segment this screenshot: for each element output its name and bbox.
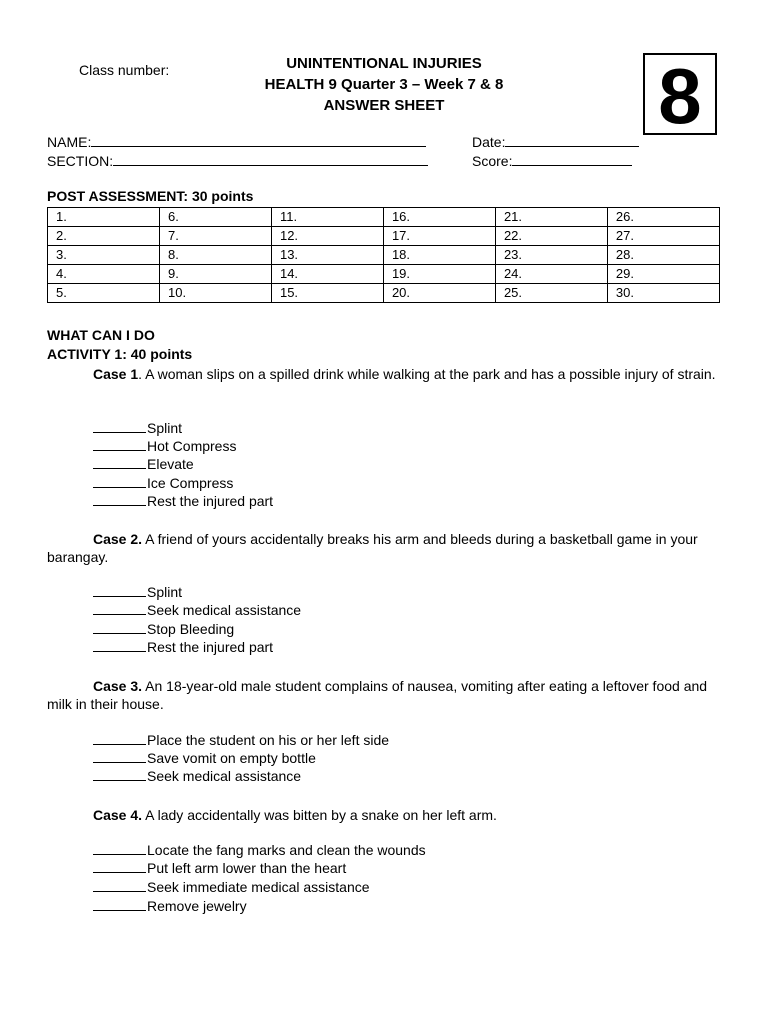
option-label: Seek immediate medical assistance: [147, 879, 370, 895]
answer-blank[interactable]: [93, 733, 146, 745]
option-label: Rest the injured part: [147, 639, 274, 655]
answer-cell[interactable]: 8.: [159, 246, 271, 265]
case-2-option[interactable]: [93, 584, 182, 600]
week-number-box: 8: [643, 53, 717, 135]
case-2-text: A friend of yours accidentally breaks his arm and bleeds during a basketball game in your barangay.: [47, 531, 698, 565]
answer-cell[interactable]: 7.: [159, 227, 271, 246]
post-assessment-heading: POST ASSESSMENT: 30 points: [47, 188, 254, 204]
option-label: Hot Compress: [147, 438, 237, 454]
section-field[interactable]: [47, 153, 428, 169]
date-label: Date:: [472, 134, 506, 150]
case-4-option[interactable]: [93, 860, 346, 876]
date-field[interactable]: [472, 134, 639, 150]
case-1-description: [47, 365, 727, 383]
answer-blank[interactable]: [93, 622, 146, 634]
option-label: Splint: [147, 420, 183, 436]
answer-blank[interactable]: [93, 457, 146, 469]
answer-cell[interactable]: 28.: [607, 246, 719, 265]
answer-blank[interactable]: [93, 494, 146, 506]
option-label: Locate the fang marks and clean the wounds: [147, 842, 426, 858]
activity-heading: ACTIVITY 1: 40 points: [47, 346, 193, 362]
class-number-label: Class number:: [79, 62, 170, 78]
case-3-description: [47, 677, 727, 713]
answer-cell[interactable]: 26.: [607, 208, 719, 227]
option-label: Save vomit on empty bottle: [147, 750, 316, 766]
answer-cell[interactable]: 2.: [48, 227, 160, 246]
case-1-option[interactable]: [93, 493, 273, 509]
answer-cell[interactable]: 9.: [159, 265, 271, 284]
case-1-text: . A woman slips on a spilled drink while walking at the park and has a possible injury of strain.: [138, 366, 716, 382]
option-label: Put left arm lower than the heart: [147, 860, 347, 876]
option-label: Ice Compress: [147, 475, 234, 491]
answer-cell[interactable]: 5.: [48, 284, 160, 303]
option-label: Seek medical assistance: [147, 602, 302, 618]
answer-cell[interactable]: 6.: [159, 208, 271, 227]
option-label: Place the student on his or her left side: [147, 732, 390, 748]
answer-cell[interactable]: 25.: [495, 284, 607, 303]
answer-blank[interactable]: [93, 640, 146, 652]
case-2-description: [47, 530, 727, 566]
answer-cell[interactable]: 22.: [495, 227, 607, 246]
case-3-option[interactable]: [93, 732, 389, 748]
name-line[interactable]: [91, 134, 426, 147]
answer-cell[interactable]: 27.: [607, 227, 719, 246]
what-can-i-do-heading: WHAT CAN I DO: [47, 327, 155, 343]
score-label: Score:: [472, 153, 513, 169]
answer-cell[interactable]: 18.: [383, 246, 495, 265]
table-row: [48, 246, 720, 265]
case-3-label: Case 3.: [93, 678, 143, 694]
case-4-option[interactable]: [93, 898, 247, 914]
table-row: [48, 208, 720, 227]
case-3-text: An 18-year-old male student complains of nausea, vomiting after eating a leftover food and milk in their house.: [47, 678, 708, 712]
option-label: Elevate: [147, 456, 194, 472]
answer-cell[interactable]: 30.: [607, 284, 719, 303]
post-assessment-table: [47, 207, 720, 303]
answer-blank[interactable]: [93, 751, 146, 763]
title-line-2: HEALTH 9 Quarter 3 – Week 7 & 8: [264, 76, 504, 93]
title-line-3: ANSWER SHEET: [323, 97, 445, 114]
case-1-option[interactable]: [93, 456, 194, 472]
answer-blank[interactable]: [93, 843, 146, 855]
case-2-label: Case 2.: [93, 531, 143, 547]
answer-blank[interactable]: [93, 899, 146, 911]
answer-cell[interactable]: 29.: [607, 265, 719, 284]
answer-blank[interactable]: [93, 585, 146, 597]
option-label: Stop Bleeding: [147, 621, 235, 637]
answer-blank[interactable]: [93, 769, 146, 781]
case-4-label: Case 4.: [93, 807, 143, 823]
answer-cell[interactable]: 17.: [383, 227, 495, 246]
option-label: Remove jewelry: [147, 898, 247, 914]
answer-blank[interactable]: [93, 861, 146, 873]
answer-cell[interactable]: 12.: [271, 227, 383, 246]
case-4-option[interactable]: [93, 879, 370, 895]
title-line-1: UNINTENTIONAL INJURIES: [286, 55, 482, 72]
case-1-option[interactable]: [93, 420, 182, 436]
answer-cell[interactable]: 20.: [383, 284, 495, 303]
case-2-option[interactable]: [93, 621, 234, 637]
case-1-option[interactable]: [93, 438, 236, 454]
answer-cell[interactable]: 10.: [159, 284, 271, 303]
answer-blank[interactable]: [93, 880, 146, 892]
section-label: SECTION:: [47, 153, 114, 169]
case-1-label: Case 1: [93, 366, 139, 382]
case-4-text: A lady accidentally was bitten by a snake on her left arm.: [142, 807, 497, 823]
case-4-description: [47, 806, 727, 824]
answer-blank[interactable]: [93, 603, 146, 615]
table-row: [48, 227, 720, 246]
answer-cell[interactable]: 11.: [271, 208, 383, 227]
case-2-option[interactable]: [93, 602, 301, 618]
answer-cell[interactable]: 21.: [495, 208, 607, 227]
answer-cell[interactable]: 24.: [495, 265, 607, 284]
case-3-option[interactable]: [93, 768, 301, 784]
answer-blank[interactable]: [93, 421, 146, 433]
answer-cell[interactable]: 1.: [48, 208, 160, 227]
option-label: Seek medical assistance: [147, 768, 302, 784]
answer-cell[interactable]: 15.: [271, 284, 383, 303]
answer-cell[interactable]: 3.: [48, 246, 160, 265]
section-line[interactable]: [113, 153, 428, 166]
answer-cell[interactable]: 4.: [48, 265, 160, 284]
case-1-option[interactable]: [93, 475, 233, 491]
name-field[interactable]: [47, 134, 426, 150]
option-label: Rest the injured part: [147, 493, 274, 509]
table-row: [48, 284, 720, 303]
score-field[interactable]: [472, 153, 632, 169]
date-line[interactable]: [505, 134, 639, 147]
answer-blank[interactable]: [93, 476, 146, 488]
option-label: Splint: [147, 584, 183, 600]
answer-blank[interactable]: [93, 439, 146, 451]
answer-cell[interactable]: 16.: [383, 208, 495, 227]
score-line[interactable]: [512, 153, 632, 166]
name-label: NAME:: [47, 134, 92, 150]
answer-cell[interactable]: 14.: [271, 265, 383, 284]
table-row: [48, 265, 720, 284]
case-3-option[interactable]: [93, 750, 316, 766]
case-4-option[interactable]: [93, 842, 426, 858]
answer-cell[interactable]: 19.: [383, 265, 495, 284]
answer-cell[interactable]: 13.: [271, 246, 383, 265]
answer-cell[interactable]: 23.: [495, 246, 607, 265]
case-2-option[interactable]: [93, 639, 273, 655]
